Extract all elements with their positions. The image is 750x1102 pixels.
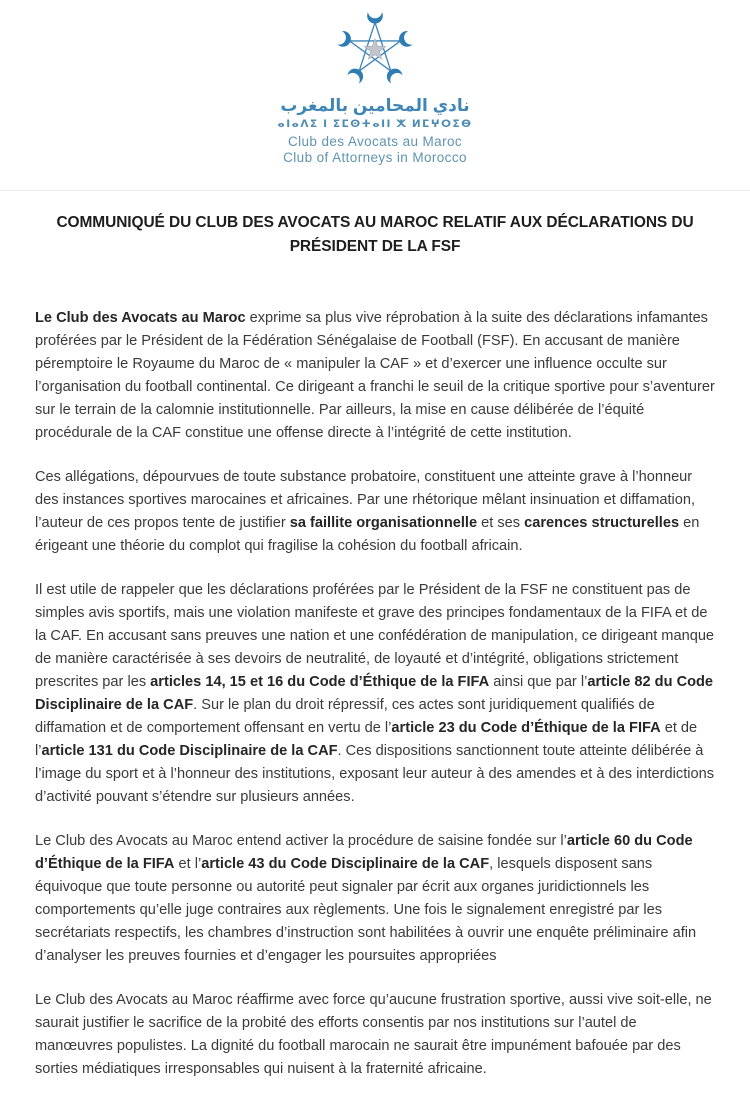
- logo-tifinagh-name: ⴰⵏⴰⴷⵉ ⵏ ⵉⵎⵙⵜⴰⵏⵏ ⵅ ⵍⵎⵖⵔⵉⴱ: [277, 118, 473, 130]
- logo-french-name: Club des Avocats au Maroc: [287, 134, 463, 149]
- paragraph-2: Ces allégations, dépourvues de toute substance probatoire, constituent une atteinte grave à l’honneur des instances sportives marocaines et africaines. Par une rhétorique mêlant insinuation et diffamation, l’auteur de ces propos tente de justifier sa faillite organisationnelle et ses carences structurelles en érigeant une théorie du complot qui fragilise la cohésion du football africain.: [35, 469, 700, 554]
- paragraph-3: Il est utile de rappeler que les déclarations proférées par le Président de la FSF ne constituent pas de simples avis sportifs, mais une violation manifeste et grave des principes fondamentaux de la FIFA et de la CAF. En accusant sans preuves une nation et une confédération de manipulation, ce dirigeant manque de manière caractérisée à ses devoirs de neutralité, de loyauté et d’intégrité, obligations strictement prescrites par les articles 14, 15 et 16 du Code d’Éthique de la FIFA ainsi que par l’article 82 du Code Disciplinaire de la CAF. Sur le plan du droit répressif, ces actes sont juridiquement qualifiés de diffamation et de comportement offensant en vertu de l’article 23 du Code d’Éthique de la FIFA et de l’article 131 du Code Disciplinaire de la CAF. Ces dispositions sanctionnent toute atteinte délibérée à l’image du sport et à l’honneur des institutions, exposant leur auteur à des amendes et à des interdictions d’activité pouvant s’étendre sur plusieurs années.: [35, 582, 715, 805]
- organization-logo: [0, 6, 750, 166]
- paragraph-4: Le Club des Avocats au Maroc entend activer la procédure de saisine fondée sur l’article 60 du Code d’Éthique de la FIFA et l’article 43 du Code Disciplinaire de la CAF, lesquels disposent sans équivoque que toute personne ou autorité peut signaler par écrit aux organes juridictionnels les comportements qu’elle juge contraires aux règlements. Une fois le signalement enregistré par les secrétariats respectifs, les chambres d’instruction sont habilitées à ouvrir une enquête préliminaire afin d’analyser les preuves fournies et d’engager les poursuites appropriées: [35, 833, 697, 964]
- crescent-pentagram-star-icon: [319, 6, 431, 94]
- paragraph-5: Le Club des Avocats au Maroc réaffirme avec force qu’aucune frustration sportive, aussi vive soit-elle, ne saurait justifier le sacrifice de la probité des efforts consentis par nos institutions sur l’autel de manœuvres populistes. La dignité du football marocain ne saurait être impunément bafouée par des sorties médiatiques irresponsables qui nuisent à la fraternité africaine.: [35, 992, 712, 1077]
- logo-english-name: Club of Attorneys in Morocco: [283, 150, 467, 165]
- logo-arabic-name: نادي المحامين بالمغرب: [280, 96, 470, 115]
- paragraph-1: Le Club des Avocats au Maroc exprime sa plus vive réprobation à la suite des déclarations infamantes proférées par le Président de la Fédération Sénégalaise de Football (FSF). En accusant de manière péremptoire le Royaume du Maroc de « manipuler la CAF » et d’exercer une influence occulte sur l’organisation du football continental. Ce dirigeant a franchi le seuil de la critique sportive pour s’aventurer sur le terrain de la calomnie institutionnelle. Par ailleurs, la mise en cause délibérée de l’équité procédurale de la CAF constitue une offense directe à l’intégrité de cette institution.: [35, 310, 715, 441]
- document-title: COMMUNIQUÉ DU CLUB DES AVOCATS AU MAROC RELATIF AUX DÉCLARATIONS DU PRÉSIDENT DE LA FSF: [56, 214, 694, 255]
- header-divider: [0, 190, 750, 191]
- document-body: [35, 307, 718, 1081]
